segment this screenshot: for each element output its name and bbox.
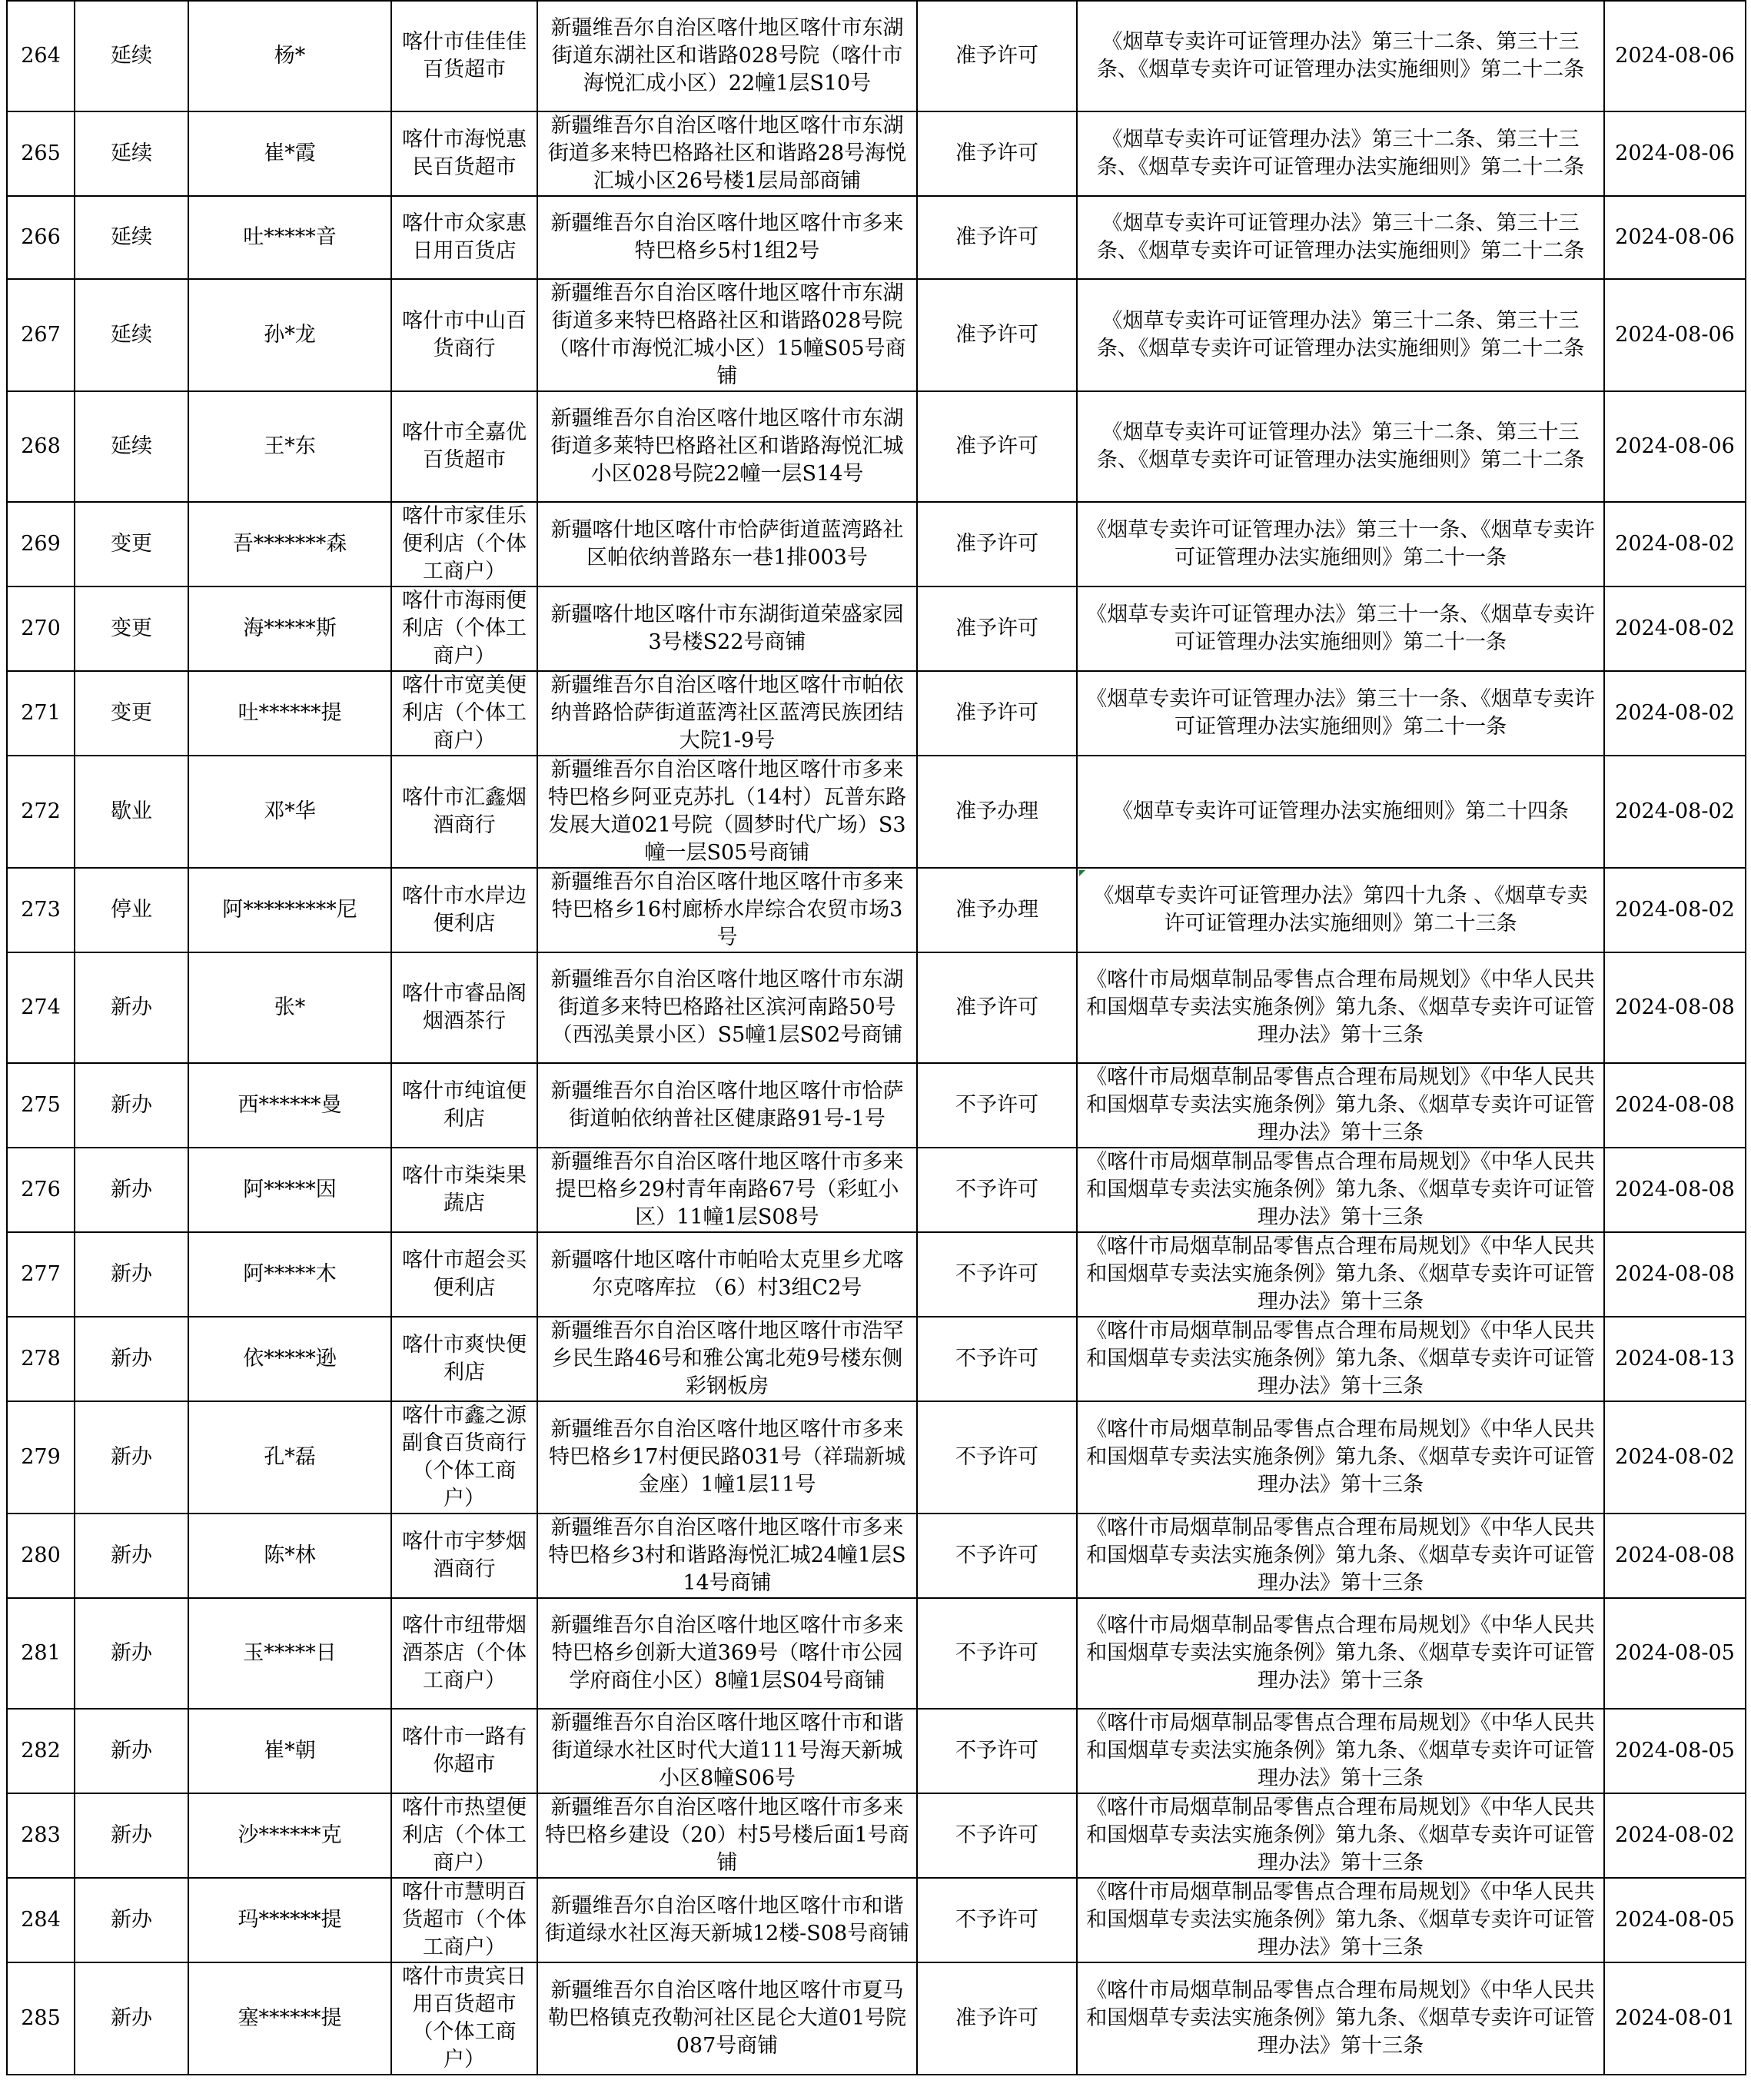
table-row xyxy=(7,671,1746,756)
applicant-name-cell: 吾*******森 xyxy=(188,502,391,586)
business-address-cell: 新疆维吾尔自治区喀什地区喀什市多来特巴格乡阿亚克苏扎（14村）瓦普东路发展大道021号院（圆梦时代广场）S3幢一层S05号商铺 xyxy=(537,756,917,868)
row-number-cell: 269 xyxy=(7,502,75,586)
store-name-cell: 喀什市宇梦烟酒商行 xyxy=(391,1514,537,1598)
table-row xyxy=(7,1401,1746,1514)
legal-basis-cell: 《喀什市局烟草制品零售点合理布局规划》《中华人民共和国烟草专卖法实施条例》第九条、《烟草专卖许可证管理办法》第十三条 xyxy=(1077,1709,1604,1793)
decision-date-cell: 2024-08-05 xyxy=(1604,1598,1746,1709)
legal-basis-cell: 《烟草专卖许可证管理办法》第三十二条、第三十三条、《烟草专卖许可证管理办法实施细则》第二十二条 xyxy=(1077,1,1604,111)
table-row xyxy=(7,868,1746,952)
table-row xyxy=(7,502,1746,586)
business-address-cell: 新疆维吾尔自治区喀什地区喀什市多来特巴格乡17村便民路031号（祥瑞新城金座）1幢1层11号 xyxy=(537,1401,917,1514)
application-type-cell: 新办 xyxy=(75,1063,188,1148)
application-type-cell: 新办 xyxy=(75,1598,188,1709)
application-type-cell: 新办 xyxy=(75,1401,188,1514)
business-address-cell: 新疆维吾尔自治区喀什地区喀什市东湖街道多莱特巴格路社区和谐路海悦汇城小区028号院22幢一层S14号 xyxy=(537,391,917,502)
store-name-cell: 喀什市慧明百货超市（个体工商户） xyxy=(391,1878,537,1962)
applicant-name-cell: 玉*****日 xyxy=(188,1598,391,1709)
legal-basis-cell: 《烟草专卖许可证管理办法》第四十九条 、《烟草专卖许可证管理办法实施细则》第二十三条 xyxy=(1077,868,1604,952)
license-decision-cell: 不予许可 xyxy=(917,1401,1077,1514)
license-decision-cell: 不予许可 xyxy=(917,1232,1077,1317)
applicant-name-cell: 阿*********尼 xyxy=(188,868,391,952)
table-row xyxy=(7,391,1746,502)
row-number-cell: 270 xyxy=(7,586,75,671)
applicant-name-cell: 沙******克 xyxy=(188,1793,391,1878)
store-name-cell: 喀什市佳佳佳百货超市 xyxy=(391,1,537,111)
license-decision-cell: 准予许可 xyxy=(917,671,1077,756)
business-address-cell: 新疆喀什地区喀什市帕哈太克里乡尤喀尔克喀库拉 （6）村3组C2号 xyxy=(537,1232,917,1317)
row-number-cell: 285 xyxy=(7,1962,75,2075)
business-address-cell: 新疆维吾尔自治区喀什地区喀什市多来特巴格乡16村廊桥水岸综合农贸市场3号 xyxy=(537,868,917,952)
applicant-name-cell: 阿*****木 xyxy=(188,1232,391,1317)
application-type-cell: 歇业 xyxy=(75,756,188,868)
decision-date-cell: 2024-08-05 xyxy=(1604,1878,1746,1962)
legal-basis-cell: 《喀什市局烟草制品零售点合理布局规划》《中华人民共和国烟草专卖法实施条例》第九条、《烟草专卖许可证管理办法》第十三条 xyxy=(1077,1878,1604,1962)
table-row xyxy=(7,279,1746,391)
store-name-cell: 喀什市纽带烟酒茶店（个体工商户） xyxy=(391,1598,537,1709)
applicant-name-cell: 孙*龙 xyxy=(188,279,391,391)
table-row xyxy=(7,111,1746,196)
business-address-cell: 新疆维吾尔自治区喀什地区喀什市东湖街道多来特巴格路社区和谐路28号海悦汇城小区26号楼1层局部商铺 xyxy=(537,111,917,196)
decision-date-cell: 2024-08-08 xyxy=(1604,1148,1746,1232)
license-decision-cell: 不予许可 xyxy=(917,1063,1077,1148)
decision-date-cell: 2024-08-02 xyxy=(1604,756,1746,868)
applicant-name-cell: 邓*华 xyxy=(188,756,391,868)
legal-basis-cell: 《烟草专卖许可证管理办法》第三十二条、第三十三条、《烟草专卖许可证管理办法实施细则》第二十二条 xyxy=(1077,196,1604,279)
row-number-cell: 280 xyxy=(7,1514,75,1598)
legal-basis-cell: 《喀什市局烟草制品零售点合理布局规划》《中华人民共和国烟草专卖法实施条例》第九条、《烟草专卖许可证管理办法》第十三条 xyxy=(1077,1148,1604,1232)
legal-basis-cell: 《喀什市局烟草制品零售点合理布局规划》《中华人民共和国烟草专卖法实施条例》第九条、《烟草专卖许可证管理办法》第十三条 xyxy=(1077,1793,1604,1878)
decision-date-cell: 2024-08-02 xyxy=(1604,586,1746,671)
legal-basis-cell: 《喀什市局烟草制品零售点合理布局规划》《中华人民共和国烟草专卖法实施条例》第九条、《烟草专卖许可证管理办法》第十三条 xyxy=(1077,1598,1604,1709)
application-type-cell: 新办 xyxy=(75,1878,188,1962)
decision-date-cell: 2024-08-02 xyxy=(1604,671,1746,756)
row-number-cell: 276 xyxy=(7,1148,75,1232)
row-number-cell: 284 xyxy=(7,1878,75,1962)
decision-date-cell: 2024-08-13 xyxy=(1604,1317,1746,1401)
application-type-cell: 新办 xyxy=(75,1962,188,2075)
license-decision-cell: 准予许可 xyxy=(917,586,1077,671)
application-type-cell: 新办 xyxy=(75,1514,188,1598)
legal-basis-cell: 《烟草专卖许可证管理办法实施细则》第二十四条 xyxy=(1077,756,1604,868)
row-number-cell: 279 xyxy=(7,1401,75,1514)
row-number-cell: 277 xyxy=(7,1232,75,1317)
row-number-cell: 271 xyxy=(7,671,75,756)
row-number-cell: 278 xyxy=(7,1317,75,1401)
application-type-cell: 新办 xyxy=(75,1709,188,1793)
store-name-cell: 喀什市汇鑫烟酒商行 xyxy=(391,756,537,868)
business-address-cell: 新疆维吾尔自治区喀什地区喀什市浩罕乡民生路46号和雅公寓北苑9号楼东侧彩钢板房 xyxy=(537,1317,917,1401)
store-name-cell: 喀什市全嘉优百货超市 xyxy=(391,391,537,502)
row-number-cell: 265 xyxy=(7,111,75,196)
applicant-name-cell: 玛******提 xyxy=(188,1878,391,1962)
legal-basis-cell: 《烟草专卖许可证管理办法》第三十一条、《烟草专卖许可证管理办法实施细则》第二十一条 xyxy=(1077,502,1604,586)
decision-date-cell: 2024-08-02 xyxy=(1604,868,1746,952)
license-table-sheet xyxy=(6,0,1745,2075)
applicant-name-cell: 吐******提 xyxy=(188,671,391,756)
table-row xyxy=(7,1598,1746,1709)
applicant-name-cell: 孔*磊 xyxy=(188,1401,391,1514)
application-type-cell: 新办 xyxy=(75,1793,188,1878)
applicant-name-cell: 依*****逊 xyxy=(188,1317,391,1401)
decision-date-cell: 2024-08-01 xyxy=(1604,1962,1746,2075)
license-decision-cell: 不予许可 xyxy=(917,1598,1077,1709)
store-name-cell: 喀什市众家惠日用百货店 xyxy=(391,196,537,279)
legal-basis-cell: 《喀什市局烟草制品零售点合理布局规划》《中华人民共和国烟草专卖法实施条例》第九条、《烟草专卖许可证管理办法》第十三条 xyxy=(1077,1317,1604,1401)
business-address-cell: 新疆维吾尔自治区喀什地区喀什市多来特巴格乡创新大道369号（喀什市公园学府商住小区）8幢1层S04号商铺 xyxy=(537,1598,917,1709)
application-type-cell: 变更 xyxy=(75,671,188,756)
license-decision-cell: 不予许可 xyxy=(917,1317,1077,1401)
decision-date-cell: 2024-08-06 xyxy=(1604,111,1746,196)
legal-basis-cell: 《喀什市局烟草制品零售点合理布局规划》《中华人民共和国烟草专卖法实施条例》第九条、《烟草专卖许可证管理办法》第十三条 xyxy=(1077,1514,1604,1598)
table-row xyxy=(7,1148,1746,1232)
row-number-cell: 268 xyxy=(7,391,75,502)
application-type-cell: 停业 xyxy=(75,868,188,952)
table-row xyxy=(7,1962,1746,2075)
decision-date-cell: 2024-08-05 xyxy=(1604,1709,1746,1793)
applicant-name-cell: 陈*林 xyxy=(188,1514,391,1598)
legal-basis-cell: 《喀什市局烟草制品零售点合理布局规划》《中华人民共和国烟草专卖法实施条例》第九条、《烟草专卖许可证管理办法》第十三条 xyxy=(1077,1401,1604,1514)
applicant-name-cell: 塞******提 xyxy=(188,1962,391,2075)
license-decision-cell: 不予许可 xyxy=(917,1878,1077,1962)
application-type-cell: 新办 xyxy=(75,952,188,1063)
store-name-cell: 喀什市鑫之源副食百货商行（个体工商户） xyxy=(391,1401,537,1514)
business-address-cell: 新疆维吾尔自治区喀什地区喀什市帕依纳普路恰萨街道蓝湾社区蓝湾民族团结大院1-9号 xyxy=(537,671,917,756)
license-decision-cell: 准予许可 xyxy=(917,952,1077,1063)
table-row xyxy=(7,952,1746,1063)
license-decision-cell: 准予许可 xyxy=(917,391,1077,502)
store-name-cell: 喀什市海雨便利店（个体工商户） xyxy=(391,586,537,671)
table-row xyxy=(7,756,1746,868)
applicant-name-cell: 崔*朝 xyxy=(188,1709,391,1793)
legal-basis-cell: 《烟草专卖许可证管理办法》第三十一条、《烟草专卖许可证管理办法实施细则》第二十一条 xyxy=(1077,586,1604,671)
table-row xyxy=(7,1709,1746,1793)
legal-basis-cell: 《喀什市局烟草制品零售点合理布局规划》《中华人民共和国烟草专卖法实施条例》第九条、《烟草专卖许可证管理办法》第十三条 xyxy=(1077,1962,1604,2075)
business-address-cell: 新疆喀什地区喀什市恰萨街道蓝湾路社区帕依纳普路东一巷1排003号 xyxy=(537,502,917,586)
decision-date-cell: 2024-08-08 xyxy=(1604,952,1746,1063)
table-row xyxy=(7,196,1746,279)
license-decision-cell: 不予许可 xyxy=(917,1514,1077,1598)
store-name-cell: 喀什市超会买便利店 xyxy=(391,1232,537,1317)
row-number-cell: 283 xyxy=(7,1793,75,1878)
license-decision-cell: 准予许可 xyxy=(917,279,1077,391)
business-address-cell: 新疆维吾尔自治区喀什地区喀什市多来提巴格乡29村青年南路67号（彩虹小区）11幢1层S08号 xyxy=(537,1148,917,1232)
license-decision-cell: 准予许可 xyxy=(917,502,1077,586)
table-body xyxy=(7,1,1746,2075)
row-number-cell: 264 xyxy=(7,1,75,111)
application-type-cell: 延续 xyxy=(75,1,188,111)
table-row xyxy=(7,1,1746,111)
decision-date-cell: 2024-08-08 xyxy=(1604,1232,1746,1317)
table-row xyxy=(7,1514,1746,1598)
table-row xyxy=(7,1317,1746,1401)
license-decision-cell: 准予办理 xyxy=(917,756,1077,868)
applicant-name-cell: 阿*****因 xyxy=(188,1148,391,1232)
business-address-cell: 新疆维吾尔自治区喀什地区喀什市东湖街道多来特巴格路社区滨河南路50号（西泓美景小区）S5幢1层S02号商铺 xyxy=(537,952,917,1063)
business-address-cell: 新疆维吾尔自治区喀什地区喀什市多来特巴格乡建设（20）村5号楼后面1号商铺 xyxy=(537,1793,917,1878)
business-address-cell: 新疆维吾尔自治区喀什地区喀什市东湖街道东湖社区和谐路028号院（喀什市海悦汇成小区）22幢1层S10号 xyxy=(537,1,917,111)
row-number-cell: 267 xyxy=(7,279,75,391)
decision-date-cell: 2024-08-08 xyxy=(1604,1063,1746,1148)
application-type-cell: 延续 xyxy=(75,279,188,391)
row-number-cell: 266 xyxy=(7,196,75,279)
table-row xyxy=(7,1878,1746,1962)
application-type-cell: 新办 xyxy=(75,1148,188,1232)
business-address-cell: 新疆维吾尔自治区喀什地区喀什市多来特巴格乡5村1组2号 xyxy=(537,196,917,279)
applicant-name-cell: 王*东 xyxy=(188,391,391,502)
table-row xyxy=(7,586,1746,671)
decision-date-cell: 2024-08-02 xyxy=(1604,502,1746,586)
applicant-name-cell: 西******曼 xyxy=(188,1063,391,1148)
row-number-cell: 282 xyxy=(7,1709,75,1793)
table-row xyxy=(7,1063,1746,1148)
decision-date-cell: 2024-08-02 xyxy=(1604,1401,1746,1514)
business-address-cell: 新疆维吾尔自治区喀什地区喀什市和谐街道绿水社区海天新城12楼-S08号商铺 xyxy=(537,1878,917,1962)
store-name-cell: 喀什市一路有你超市 xyxy=(391,1709,537,1793)
legal-basis-cell: 《烟草专卖许可证管理办法》第三十二条、第三十三条、《烟草专卖许可证管理办法实施细则》第二十二条 xyxy=(1077,391,1604,502)
business-address-cell: 新疆维吾尔自治区喀什地区喀什市夏马勒巴格镇克孜勒河社区昆仑大道01号院087号商铺 xyxy=(537,1962,917,2075)
table-row xyxy=(7,1232,1746,1317)
applicant-name-cell: 海*****斯 xyxy=(188,586,391,671)
application-type-cell: 延续 xyxy=(75,111,188,196)
license-decision-cell: 准予许可 xyxy=(917,111,1077,196)
store-name-cell: 喀什市家佳乐便利店（个体工商户） xyxy=(391,502,537,586)
store-name-cell: 喀什市热望便利店（个体工商户） xyxy=(391,1793,537,1878)
business-address-cell: 新疆维吾尔自治区喀什地区喀什市多来特巴格乡3村和谐路海悦汇城24幢1层S14号商铺 xyxy=(537,1514,917,1598)
application-type-cell: 新办 xyxy=(75,1317,188,1401)
applicant-name-cell: 吐*****音 xyxy=(188,196,391,279)
decision-date-cell: 2024-08-02 xyxy=(1604,1793,1746,1878)
store-name-cell: 喀什市宽美便利店（个体工商户） xyxy=(391,671,537,756)
row-number-cell: 273 xyxy=(7,868,75,952)
store-name-cell: 喀什市纯谊便利店 xyxy=(391,1063,537,1148)
store-name-cell: 喀什市柒柒果蔬店 xyxy=(391,1148,537,1232)
applicant-name-cell: 张* xyxy=(188,952,391,1063)
store-name-cell: 喀什市贵宾日用百货超市（个体工商户） xyxy=(391,1962,537,2075)
business-address-cell: 新疆维吾尔自治区喀什地区喀什市东湖街道多来特巴格路社区和谐路028号院（喀什市海悦汇城小区）15幢S05号商铺 xyxy=(537,279,917,391)
license-decision-cell: 准予许可 xyxy=(917,196,1077,279)
store-name-cell: 喀什市水岸边便利店 xyxy=(391,868,537,952)
row-number-cell: 272 xyxy=(7,756,75,868)
license-decision-cell: 不予许可 xyxy=(917,1709,1077,1793)
row-number-cell: 281 xyxy=(7,1598,75,1709)
license-decision-cell: 不予许可 xyxy=(917,1793,1077,1878)
license-decision-cell: 准予许可 xyxy=(917,1,1077,111)
row-number-cell: 274 xyxy=(7,952,75,1063)
application-type-cell: 新办 xyxy=(75,1232,188,1317)
store-name-cell: 喀什市睿品阁烟酒茶行 xyxy=(391,952,537,1063)
applicant-name-cell: 杨* xyxy=(188,1,391,111)
decision-date-cell: 2024-08-06 xyxy=(1604,391,1746,502)
legal-basis-cell: 《喀什市局烟草制品零售点合理布局规划》《中华人民共和国烟草专卖法实施条例》第九条、《烟草专卖许可证管理办法》第十三条 xyxy=(1077,1232,1604,1317)
legal-basis-cell: 《喀什市局烟草制品零售点合理布局规划》《中华人民共和国烟草专卖法实施条例》第九条、《烟草专卖许可证管理办法》第十三条 xyxy=(1077,1063,1604,1148)
legal-basis-cell: 《喀什市局烟草制品零售点合理布局规划》《中华人民共和国烟草专卖法实施条例》第九条、《烟草专卖许可证管理办法》第十三条 xyxy=(1077,952,1604,1063)
legal-basis-cell: 《烟草专卖许可证管理办法》第三十二条、第三十三条、《烟草专卖许可证管理办法实施细则》第二十二条 xyxy=(1077,111,1604,196)
application-type-cell: 延续 xyxy=(75,391,188,502)
license-decision-cell: 准予许可 xyxy=(917,1962,1077,2075)
legal-basis-cell: 《烟草专卖许可证管理办法》第三十一条、《烟草专卖许可证管理办法实施细则》第二十一条 xyxy=(1077,671,1604,756)
application-type-cell: 变更 xyxy=(75,502,188,586)
row-number-cell: 275 xyxy=(7,1063,75,1148)
business-address-cell: 新疆喀什地区喀什市东湖街道荣盛家园3号楼S22号商铺 xyxy=(537,586,917,671)
decision-date-cell: 2024-08-08 xyxy=(1604,1514,1746,1598)
business-address-cell: 新疆维吾尔自治区喀什地区喀什市恰萨街道帕依纳普社区健康路91号-1号 xyxy=(537,1063,917,1148)
license-decision-cell: 不予许可 xyxy=(917,1148,1077,1232)
table-row xyxy=(7,1793,1746,1878)
license-table xyxy=(6,0,1746,2075)
store-name-cell: 喀什市中山百货商行 xyxy=(391,279,537,391)
application-type-cell: 延续 xyxy=(75,196,188,279)
decision-date-cell: 2024-08-06 xyxy=(1604,196,1746,279)
decision-date-cell: 2024-08-06 xyxy=(1604,1,1746,111)
license-decision-cell: 准予办理 xyxy=(917,868,1077,952)
application-type-cell: 变更 xyxy=(75,586,188,671)
store-name-cell: 喀什市海悦惠民百货超市 xyxy=(391,111,537,196)
decision-date-cell: 2024-08-06 xyxy=(1604,279,1746,391)
applicant-name-cell: 崔*霞 xyxy=(188,111,391,196)
store-name-cell: 喀什市爽快便利店 xyxy=(391,1317,537,1401)
business-address-cell: 新疆维吾尔自治区喀什地区喀什市和谐街道绿水社区时代大道111号海天新城小区8幢S06号 xyxy=(537,1709,917,1793)
legal-basis-cell: 《烟草专卖许可证管理办法》第三十二条、第三十三条、《烟草专卖许可证管理办法实施细则》第二十二条 xyxy=(1077,279,1604,391)
